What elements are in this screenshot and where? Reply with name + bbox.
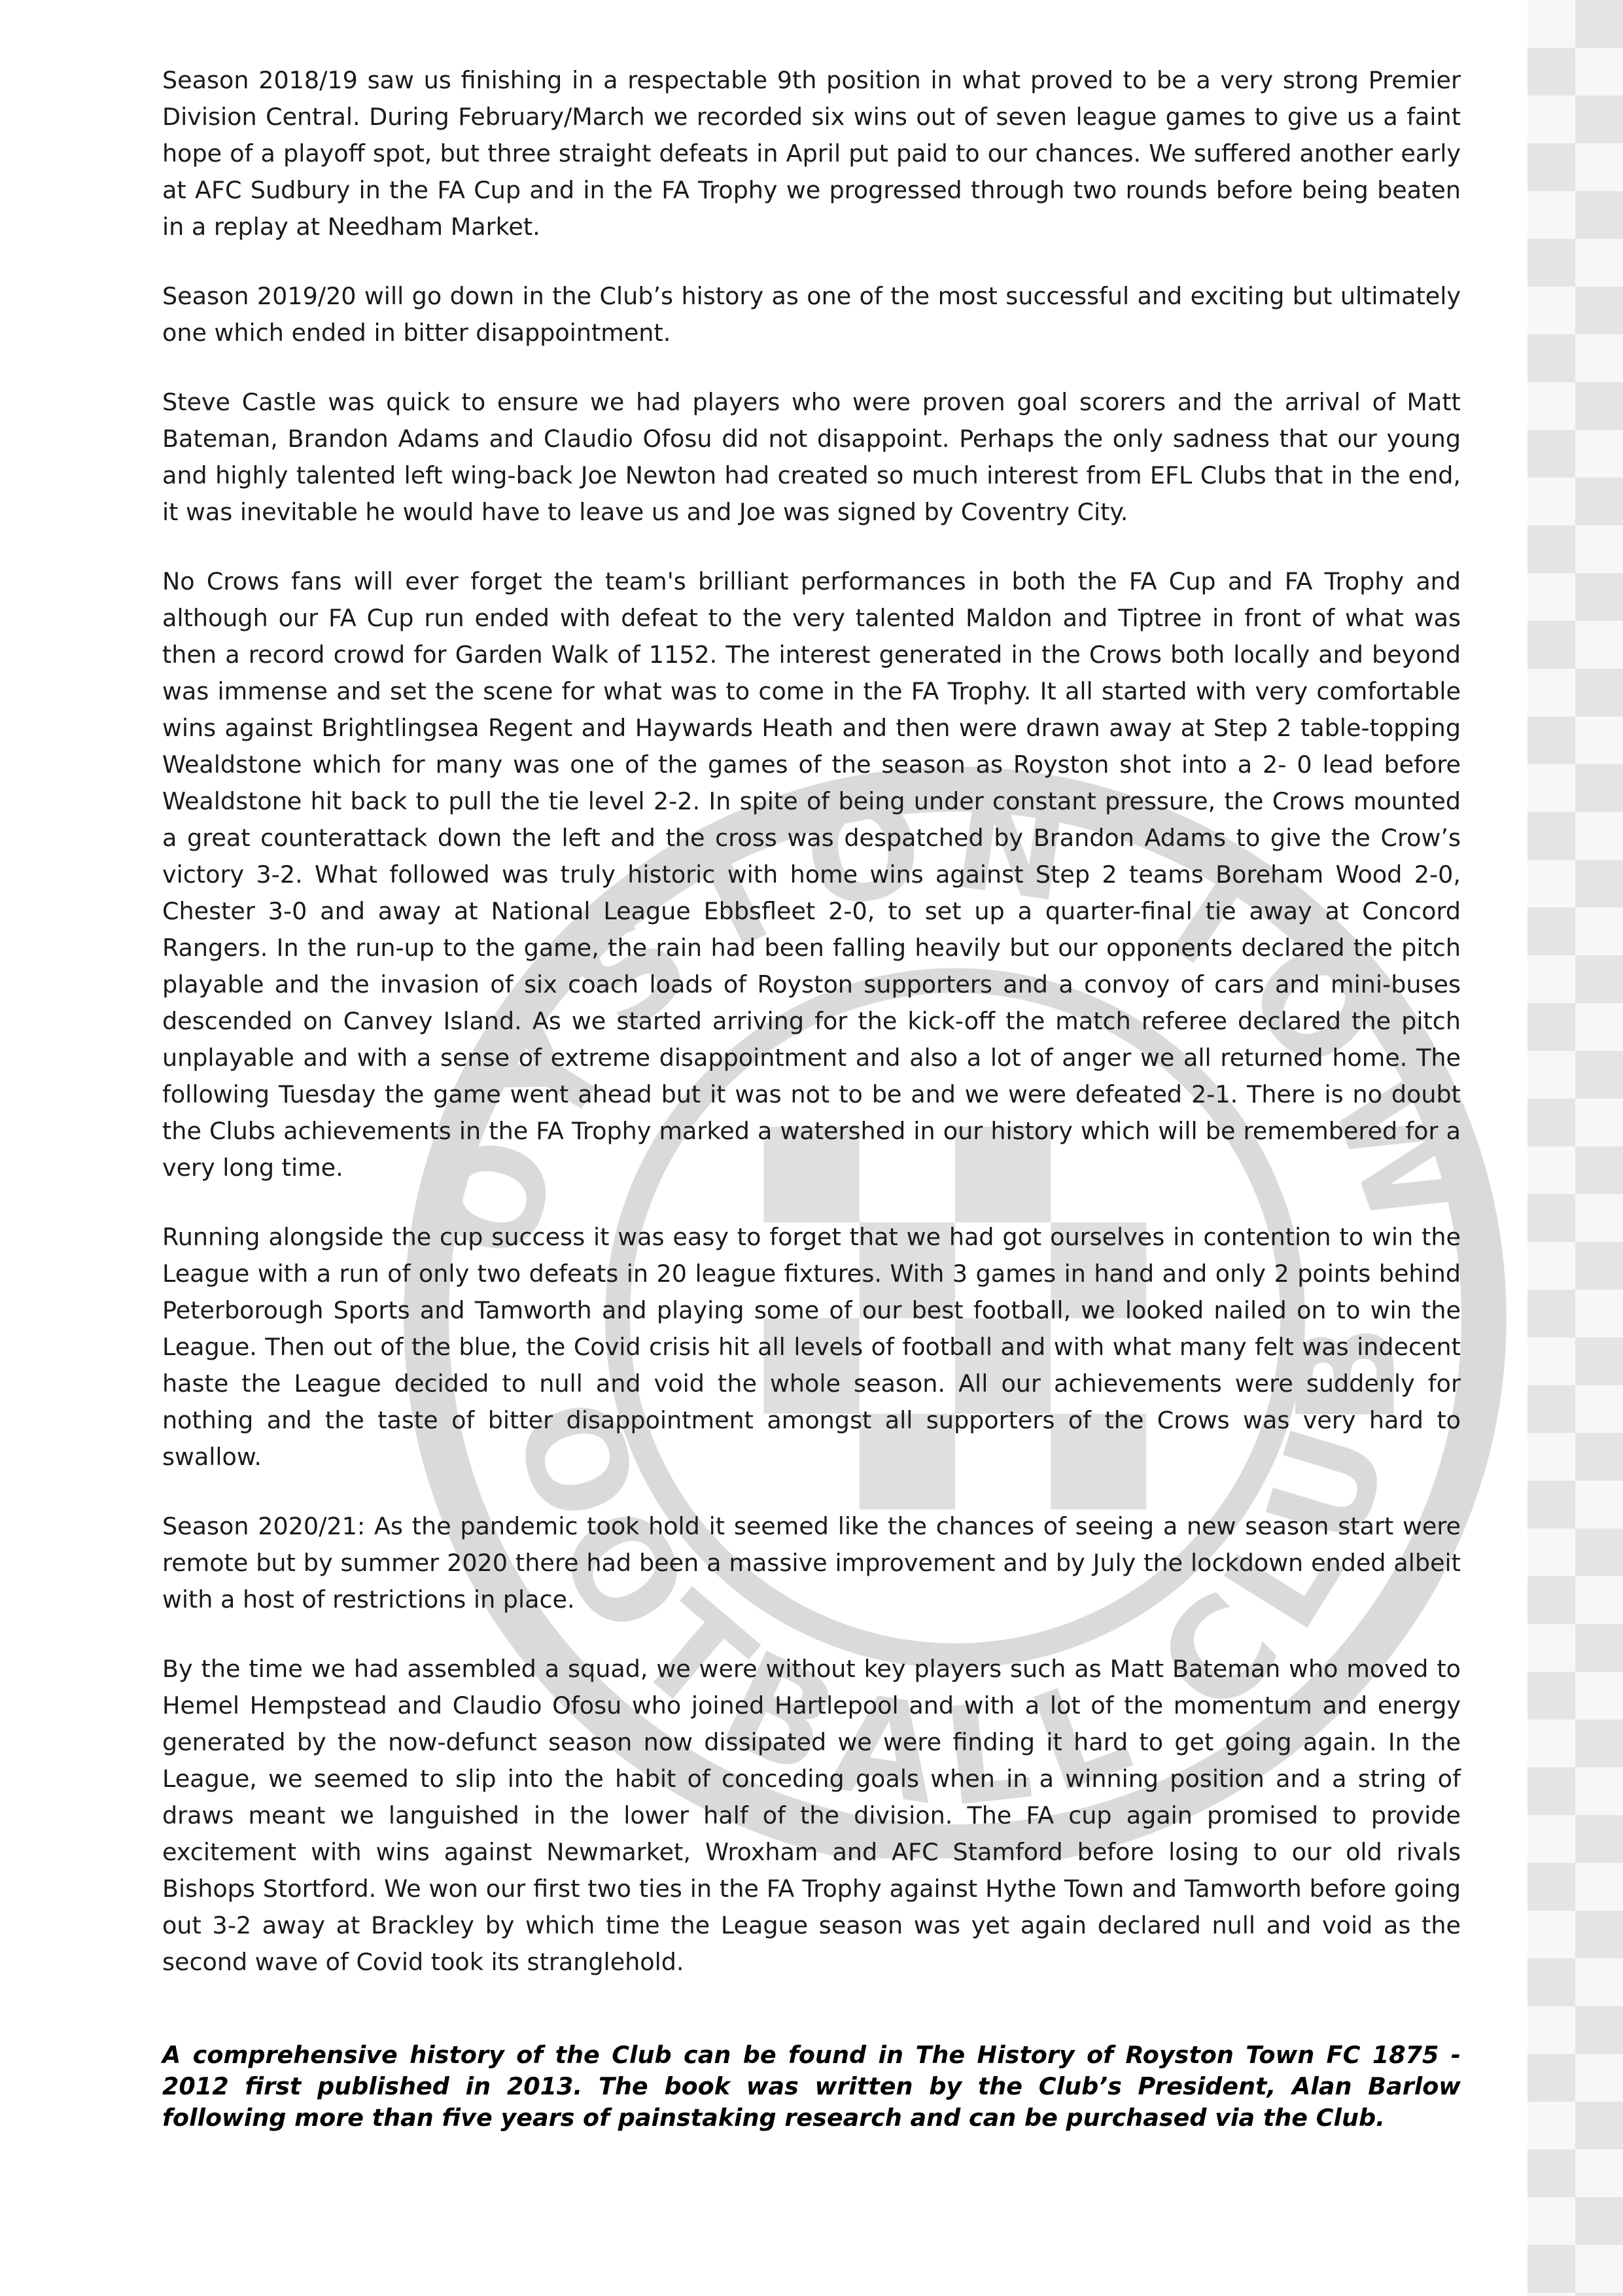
paragraph-squad-rebuild: By the time we had assembled a squad, we were without key players such as Matt Bateman who moved to Hemel Hempstead and Claudio Ofosu who joined Hartlepool and with a lot of the momentum and energy generated by the now-defunct season now dissipated we were finding it hard to get going again. In the League, we seemed to slip into the habit of conceding goals when in a winning position and a string of draws meant we languished in the lower half of the division. The FA cup again promised to provide excitement with wins against Newmarket, Wroxham and AFC Stamford before losing to our old rivals Bishops Stortford. We won our first two ties in the FA Trophy against Hythe Town and Tamworth before going out 3-2 away at Brackley by which time the League season was yet again declared null and void as the second wave of Covid took its stranglehold. — [162, 1655, 1461, 1976]
paragraph-new-signings: Steve Castle was quick to ensure we had players who were proven goal scorers and the arrival of Matt Bateman, Brandon Adams and Claudio Ofosu did not disappoint. Perhaps the only sadness that our young and highly talented left wing-back Joe Newton had created so much interest from EFL Clubs that in the end, it was inevitable he would have to leave us and Joe was signed by Coventry City. — [162, 388, 1461, 526]
paragraph-season-2020-21: Season 2020/21: As the pandemic took hold it seemed like the chances of seeing a new season start were remote but by summer 2020 there had been a massive improvement and by July the lockdown ended albeit with a host of restrictions in place. — [162, 1512, 1461, 1614]
checkered-border-strip — [1527, 0, 1623, 2296]
article-body — [162, 62, 1461, 2158]
paragraph-season-2018-19: Season 2018/19 saw us finishing in a respectable 9th position in what proved to be a very strong Premier Division Central. During February/March we recorded six wins out of seven league games to give us a faint hope of a playoff spot, but three straight defeats in April put paid to our chances. We suffered another early at AFC Sudbury in the FA Cup and in the FA Trophy we progressed through two rounds before being beaten in a replay at Needham Market. — [162, 66, 1461, 241]
watermark-top-text: OYSTON TOW — [404, 760, 1505, 1275]
watermark-bottom-text: OOTBALL CLUB — [483, 1303, 1427, 1839]
paragraph-league-contention: Running alongside the cup success it was easy to forget that we had got ourselves in contention to win the League with a run of only two defeats in 20 league fixtures. With 3 games in hand and only 2 points behind Peterborough Sports and Tamworth and playing some of our best football, we looked nailed on to win the League. Then out of the blue, the Covid crisis hit all levels of football and with what many felt was indecent haste the League decided to null and void the whole season. All our achievements were suddenly for nothing and the taste of bitter disappointment amongst all supporters of the Crows was very hard to swallow. — [162, 1223, 1461, 1471]
paragraph-season-2019-20-intro: Season 2019/20 will go down in the Club’s history as one of the most successful and exciting but ultimately one which ended in bitter disappointment. — [162, 282, 1461, 347]
closing-note-club-history-book: A comprehensive history of the Club can be found in The History of Royston Town FC 1875 - 2012 first published in 2013. The book was written by the Club’s President, Alan Barlow following more than five years of painstaking research and can be purchased via the Club. — [162, 2041, 1461, 2132]
paragraph-cup-runs: No Crows fans will ever forget the team's brilliant performances in both the FA Cup and FA Trophy and although our FA Cup run ended with defeat to the very talented Maldon and Tiptree in front of what was then a record crowd for Garden Walk of 1152. The interest generated in the Crows both locally and beyond was immense and set the scene for what was to come in the FA Trophy. It all started with very comfortable wins against Brightlingsea Regent and Haywards Heath and then were drawn away at Step 2 table-topping Wealdstone which for many was one of the games of the season as Royston shot into a 2- 0 lead before Wealdstone hit back to pull the tie level 2-2. In spite of being under constant pressure, the Crows mounted a great counterattack down the left and the cross was despatched by Brandon Adams to give the Crow’s victory 3-2. What followed was truly historic with home wins against Step 2 teams Boreham Wood 2-0, Chester 3-0 and away at National League Ebbsfleet 2-0, to set up a quarter-final tie away at Concord Rangers. In the run-up to the game, the rain had been falling heavily but our opponents declared the pitch playable and the invasion of six coach loads of Royston supporters and a convoy of cars and mini-buses descended on Canvey Island. As we started arriving for the kick-off the match referee declared the pitch unplayable and with a sense of extreme disappointment and also a lot of anger we all returned home. The following Tuesday the game went ahead but it was not to be and we were defeated 2-1. There is no doubt the Clubs achievements in the FA Trophy marked a watershed in our history which will be remembered for a very long time. — [162, 567, 1461, 1182]
